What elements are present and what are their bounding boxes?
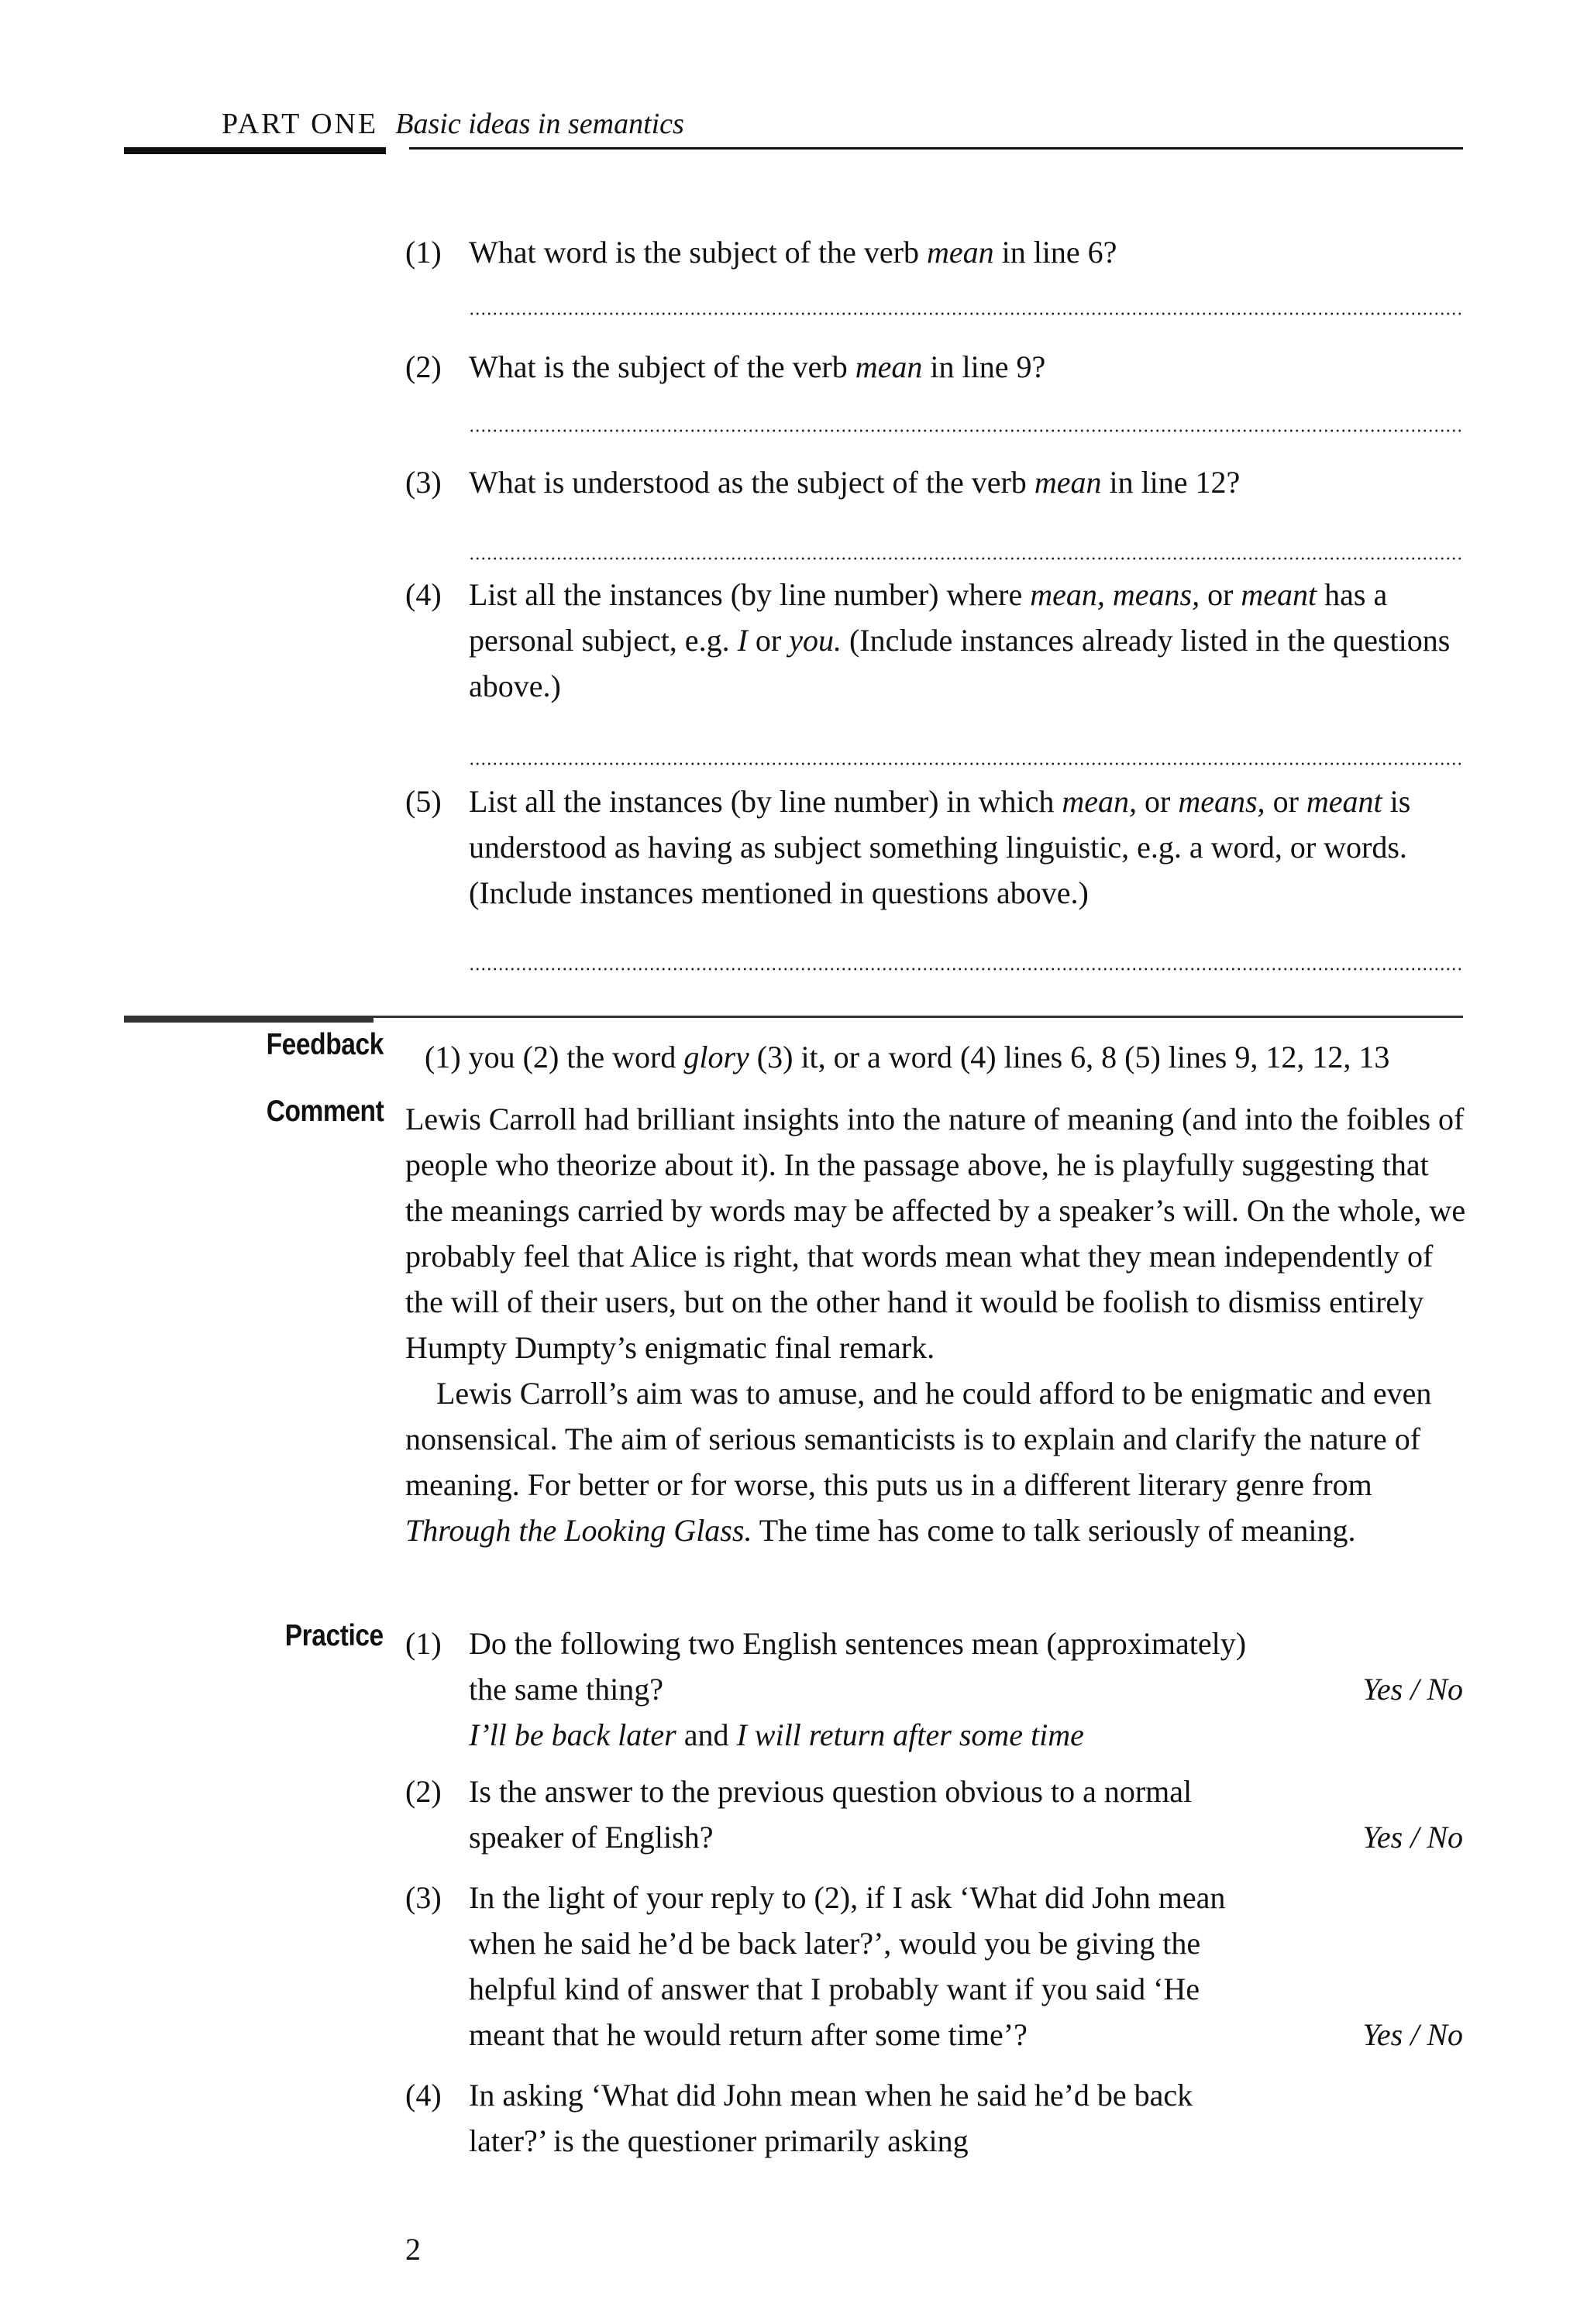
- comment-body: [405, 1096, 1467, 1553]
- question-4: [405, 572, 1463, 709]
- text-line: I’ll be back later and I will return after some time: [469, 1717, 1084, 1752]
- question-text: What word is the subject of the verb mean in line 6?: [469, 235, 1117, 270]
- practice-item-3: [405, 1875, 1463, 2058]
- italic-term: mean: [855, 349, 923, 384]
- answer-line-3[interactable]: [469, 557, 1463, 560]
- comment-paragraph-2: Lewis Carroll’s aim was to amuse, and he could afford to be enigmatic and even nonsensical. The aim of serious semanticists is to explain and clarify the nature of meaning. For better or for worse, this puts us in a different literary genre from Through the Looking Glass. The time has come to talk seriously of meaning.: [405, 1376, 1432, 1548]
- text-line: meant that he would return after some time’?: [469, 2017, 1028, 2052]
- practice-number: (1): [405, 1626, 442, 1661]
- practice-text: [469, 2072, 1282, 2164]
- text-line: speaker of English?: [469, 1820, 714, 1855]
- italic-term: you.: [789, 623, 842, 658]
- text-line: later?’ is the questioner primarily asking: [469, 2123, 969, 2158]
- practice-text: [469, 1621, 1282, 1758]
- practice-label: Practice: [284, 1619, 384, 1652]
- header-rule-thick: [124, 147, 386, 154]
- italic-term: glory: [683, 1040, 749, 1074]
- italic-term: I’ll be back later: [469, 1717, 676, 1752]
- answer-line-5[interactable]: [469, 968, 1463, 971]
- page-number: 2: [405, 2232, 421, 2267]
- italic-term: mean: [1034, 465, 1102, 500]
- chapter-title: Basic ideas in semantics: [395, 108, 684, 140]
- question-5: [405, 779, 1463, 916]
- practice-number: (4): [405, 2078, 442, 2113]
- comment-label: Comment: [266, 1095, 384, 1128]
- answer-line-2[interactable]: [469, 429, 1463, 432]
- italic-term: I: [737, 623, 748, 658]
- question-3: [405, 459, 1463, 505]
- italic-term: meant: [1306, 784, 1382, 819]
- text-line: Do the following two English sentences mean (approximately): [469, 1626, 1247, 1661]
- text-line: In the light of your reply to (2), if I ask ‘What did John mean: [469, 1880, 1226, 1915]
- question-number: (2): [405, 349, 442, 384]
- part-label: PART ONE: [222, 108, 379, 140]
- italic-term: meant: [1241, 577, 1317, 612]
- italic-term: I will return after some time: [736, 1717, 1084, 1752]
- running-head: [222, 107, 684, 141]
- practice-number: (3): [405, 1880, 442, 1915]
- yes-no-choice[interactable]: Yes / No: [1362, 1820, 1463, 1855]
- feedback-label: Feedback: [266, 1028, 384, 1061]
- italic-term: means,: [1178, 784, 1265, 819]
- comment-paragraph-1: Lewis Carroll had brilliant insights into the nature of meaning (and into the foibles of people who theorize about it). In the passage above, he is playfully suggesting that the meanings carried by words may be affected by a speaker’s will. On the whole, we probably feel that Alice is right, that words mean what they mean independently of the will of their users, but on the other hand it would be foolish to dismiss entirely Humpty Dumpty’s enigmatic final remark.: [405, 1102, 1466, 1365]
- question-2: [405, 344, 1463, 390]
- question-text: What is understood as the subject of the verb mean in line 12?: [469, 465, 1241, 500]
- practice-item-4: [405, 2072, 1463, 2164]
- practice-text: [469, 1769, 1282, 1860]
- question-number: (5): [405, 784, 442, 819]
- text-line: In asking ‘What did John mean when he said he’d be back: [469, 2078, 1193, 2113]
- answer-line-4[interactable]: [469, 762, 1463, 765]
- question-number: (4): [405, 577, 442, 612]
- italic-term: mean,: [1062, 784, 1138, 819]
- italic-term: means,: [1112, 577, 1200, 612]
- question-text: List all the instances (by line number) where mean, means, or meant has a personal subject, e.g. I or you. (Include instances already listed in the questions above.): [469, 577, 1451, 703]
- text-line: when he said he’d be back later?’, would you be giving the: [469, 1926, 1201, 1961]
- practice-text: [469, 1875, 1282, 2058]
- question-number: (1): [405, 235, 442, 270]
- header-rule-thin: [409, 147, 1463, 150]
- practice-item-2: [405, 1769, 1463, 1860]
- feedback-rule-thick: [124, 1016, 374, 1023]
- answer-line-1[interactable]: [469, 312, 1463, 315]
- italic-term: mean,: [1030, 577, 1105, 612]
- feedback-rule-thin: [374, 1016, 1463, 1018]
- practice-item-1: [405, 1621, 1463, 1758]
- question-1: [405, 229, 1463, 275]
- text-line: helpful kind of answer that I probably want if you said ‘He: [469, 1972, 1200, 2006]
- text-line: the same thing?: [469, 1672, 664, 1707]
- question-text: What is the subject of the verb mean in line 9?: [469, 349, 1046, 384]
- practice-number: (2): [405, 1774, 442, 1809]
- feedback-text: (1) you (2) the word glory (3) it, or a word (4) lines 6, 8 (5) lines 9, 12, 12, 13: [425, 1040, 1390, 1074]
- text-line: Is the answer to the previous question obvious to a normal: [469, 1774, 1193, 1809]
- yes-no-choice[interactable]: Yes / No: [1362, 1672, 1463, 1707]
- italic-term: Through the Looking Glass.: [405, 1513, 752, 1548]
- question-text: List all the instances (by line number) in which mean, or means, or meant is understood as having as subject something linguistic, e.g. a word, or words. (Include instances mentioned in questions above.): [469, 784, 1411, 910]
- question-number: (3): [405, 465, 442, 500]
- italic-term: mean: [926, 235, 994, 270]
- yes-no-choice[interactable]: Yes / No: [1362, 2017, 1463, 2052]
